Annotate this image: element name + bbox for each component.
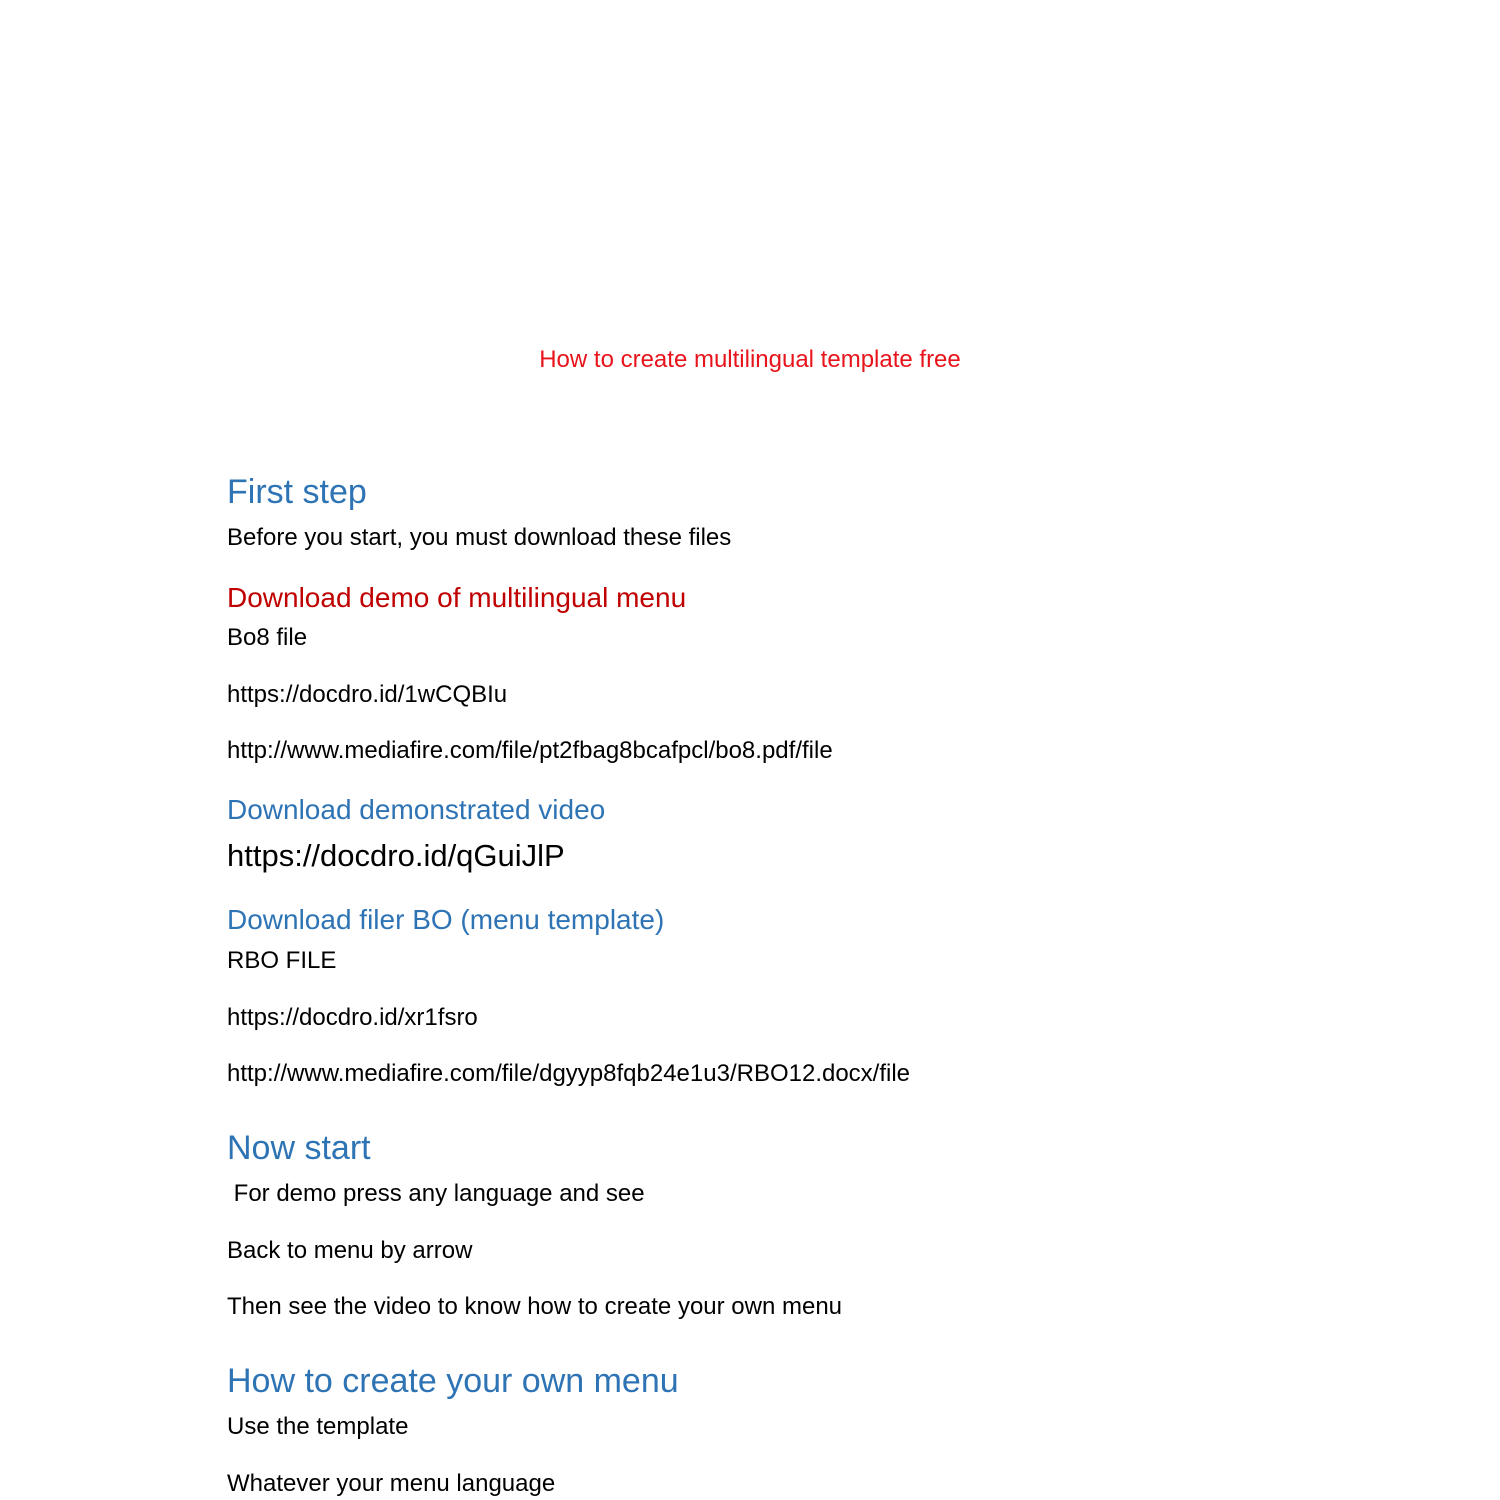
heading-own-menu: How to create your own menu [227,1362,679,1400]
rbo-mediafire-link[interactable] [227,1060,910,1088]
bo8-docdroid-link[interactable] [227,681,507,709]
heading-download-video: Download demonstrated video [227,794,606,825]
rbo-docdroid-link-text[interactable]: https://docdro.id/xr1fsro [227,1004,478,1031]
rbo-docdroid-link[interactable] [227,1004,478,1032]
rbo-file-label: RBO FILE [227,947,337,974]
heading-now-start: Now start [227,1129,371,1167]
heading-first-step: First step [227,473,367,511]
bo8-file-label: Bo8 file [227,624,308,651]
now-start-line-1: For demo press any language and see [227,1180,645,1207]
video-docdroid-link-text[interactable]: https://docdro.id/qGuiJlP [227,838,565,873]
now-start-line-3: Then see the video to know how to create your own menu [227,1293,843,1320]
first-step-intro: Before you start, you must download these files [227,524,732,551]
own-menu-line-1: Use the template [227,1413,409,1440]
own-menu-line-2: Whatever your menu language [227,1470,556,1497]
video-docdroid-link[interactable] [227,838,565,874]
bo8-mediafire-link[interactable] [227,737,833,765]
heading-download-demo-menu: Download demo of multilingual menu [227,582,687,613]
rbo-mediafire-link-text[interactable]: http://www.mediafire.com/file/dgyyp8fqb24e1u3/RBO12.docx/file [227,1060,911,1087]
bo8-mediafire-link-text[interactable]: http://www.mediafire.com/file/pt2fbag8bcafpcl/bo8.pdf/file [227,737,833,764]
document-title: How to create multilingual template free [539,346,961,373]
heading-download-template: Download filer BO (menu template) [227,904,665,935]
bo8-docdroid-link-text[interactable]: https://docdro.id/1wCQBIu [227,681,508,708]
now-start-line-2: Back to menu by arrow [227,1237,473,1264]
